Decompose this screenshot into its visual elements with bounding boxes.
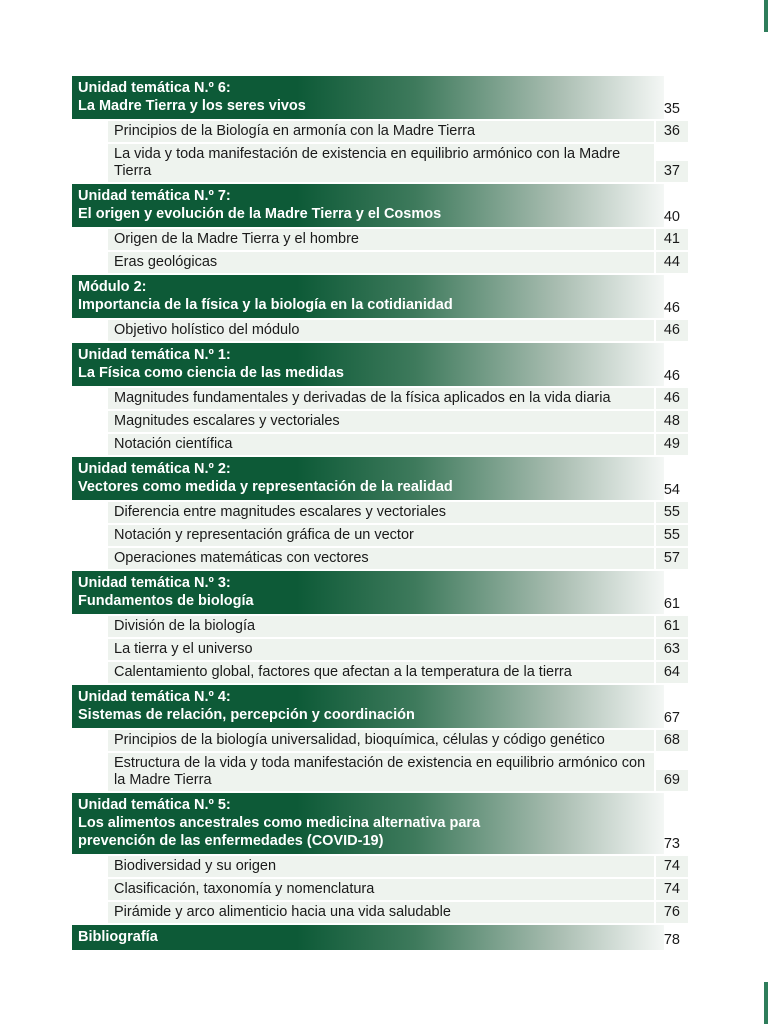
page-number: 37 — [656, 161, 688, 182]
section-title-band — [72, 76, 664, 119]
page-number: 46 — [663, 368, 680, 384]
page-number: 46 — [656, 320, 688, 341]
section-title-line: Importancia de la física y la biología en la cotidianidad — [78, 297, 453, 313]
page-number: 61 — [663, 596, 680, 612]
page-number: 36 — [656, 121, 688, 142]
toc-entry[interactable] — [72, 434, 688, 455]
section-title-line: Vectores como medida y representación de la realidad — [78, 479, 453, 495]
page-number: 74 — [656, 856, 688, 877]
section-title-band — [72, 793, 664, 854]
section-title-line: El origen y evolución de la Madre Tierra y el Cosmos — [78, 206, 442, 222]
toc-entry[interactable] — [72, 639, 688, 660]
toc-entry[interactable] — [72, 502, 688, 523]
section-title-line: prevención de las enfermedades (COVID-19) — [78, 833, 384, 849]
toc-entry[interactable] — [72, 616, 688, 637]
toc-entry[interactable] — [72, 662, 688, 683]
section-title-band — [72, 571, 664, 614]
page-number: 64 — [656, 662, 688, 683]
entry-title: Pirámide y arco alimenticio hacia una vida saludable — [108, 902, 654, 923]
edge-marker-bottom — [764, 982, 768, 1024]
toc-entry[interactable] — [72, 730, 688, 751]
page-number: 67 — [663, 710, 680, 726]
toc-entry[interactable] — [72, 121, 688, 142]
toc-entry[interactable] — [72, 856, 688, 877]
page-number: 46 — [663, 300, 680, 316]
page-number: 74 — [656, 879, 688, 900]
toc-entry[interactable] — [72, 411, 688, 432]
toc-entry[interactable] — [72, 252, 688, 273]
entry-title: Origen de la Madre Tierra y el hombre — [108, 229, 654, 250]
section-title-line: Unidad temática N.º 5: — [78, 797, 231, 813]
entry-title: Principios de la biología universalidad, bioquímica, células y código genético — [108, 730, 654, 751]
toc-entry[interactable] — [72, 902, 688, 923]
toc-entry[interactable] — [72, 320, 688, 341]
section-title-line: Sistemas de relación, percepción y coordinación — [78, 707, 415, 723]
entry-title: La tierra y el universo — [108, 639, 654, 660]
entry-title: Clasificación, taxonomía y nomenclatura — [108, 879, 654, 900]
page-number: 48 — [656, 411, 688, 432]
toc-section-heading[interactable] — [72, 685, 688, 728]
page-number: 76 — [656, 902, 688, 923]
toc-section-heading[interactable] — [72, 184, 688, 227]
toc-entry[interactable] — [72, 879, 688, 900]
page-number: 35 — [663, 101, 680, 117]
toc-section-heading[interactable] — [72, 457, 688, 500]
section-title-line: La Física como ciencia de las medidas — [78, 365, 344, 381]
section-title-line: La Madre Tierra y los seres vivos — [78, 98, 306, 114]
section-title-line: Unidad temática N.º 6: — [78, 80, 231, 96]
entry-title: Calentamiento global, factores que afectan a la temperatura de la tierra — [108, 662, 654, 683]
entry-title: Eras geológicas — [108, 252, 654, 273]
toc-section-heading[interactable] — [72, 925, 688, 950]
section-title-line: Unidad temática N.º 2: — [78, 461, 231, 477]
page-number: 55 — [656, 502, 688, 523]
section-title-line: Fundamentos de biología — [78, 593, 254, 609]
entry-title: La vida y toda manifestación de existencia en equilibrio armónico con la Madre Tierra — [108, 144, 654, 182]
entry-title: Magnitudes fundamentales y derivadas de la física aplicados en la vida diaria — [108, 388, 654, 409]
entry-title: Diferencia entre magnitudes escalares y vectoriales — [108, 502, 654, 523]
entry-title: Estructura de la vida y toda manifestación de existencia en equilibrio armónico con la Madre Tierra — [108, 753, 654, 791]
section-title-line: Módulo 2: — [78, 279, 147, 295]
page-number: 73 — [663, 836, 680, 852]
table-of-contents — [72, 76, 688, 950]
section-title-line: Unidad temática N.º 7: — [78, 188, 231, 204]
section-title-line: Los alimentos ancestrales como medicina alternativa para — [78, 815, 481, 831]
page-number: 63 — [656, 639, 688, 660]
toc-section-heading[interactable] — [72, 793, 688, 854]
entry-title: Notación científica — [108, 434, 654, 455]
page-number: 46 — [656, 388, 688, 409]
page-number: 68 — [656, 730, 688, 751]
toc-entry[interactable] — [72, 229, 688, 250]
section-title-line: Bibliografía — [78, 929, 158, 945]
edge-marker-top — [764, 0, 768, 32]
page-number: 49 — [656, 434, 688, 455]
page-number: 54 — [663, 482, 680, 498]
section-title-line: Unidad temática N.º 3: — [78, 575, 231, 591]
section-title-band — [72, 685, 664, 728]
toc-entry[interactable] — [72, 388, 688, 409]
toc-section-heading[interactable] — [72, 571, 688, 614]
section-title-band — [72, 925, 664, 950]
entry-title: Notación y representación gráfica de un vector — [108, 525, 654, 546]
section-title-band — [72, 184, 664, 227]
section-title-line: Unidad temática N.º 4: — [78, 689, 231, 705]
page-number: 41 — [656, 229, 688, 250]
toc-entry[interactable] — [72, 548, 688, 569]
entry-title: Objetivo holístico del módulo — [108, 320, 654, 341]
page-number: 44 — [656, 252, 688, 273]
toc-section-heading[interactable] — [72, 275, 688, 318]
toc-section-heading[interactable] — [72, 76, 688, 119]
page-number: 61 — [656, 616, 688, 637]
page-number: 40 — [663, 209, 680, 225]
toc-entry[interactable] — [72, 525, 688, 546]
entry-title: Magnitudes escalares y vectoriales — [108, 411, 654, 432]
entry-title: Operaciones matemáticas con vectores — [108, 548, 654, 569]
page-number: 55 — [656, 525, 688, 546]
page-number: 57 — [656, 548, 688, 569]
entry-title: Biodiversidad y su origen — [108, 856, 654, 877]
section-title-band — [72, 275, 664, 318]
page-number: 69 — [656, 770, 688, 791]
toc-entry[interactable] — [72, 753, 688, 791]
page-number: 78 — [663, 932, 680, 948]
toc-section-heading[interactable] — [72, 343, 688, 386]
entry-title: Principios de la Biología en armonía con la Madre Tierra — [108, 121, 654, 142]
section-title-line: Unidad temática N.º 1: — [78, 347, 231, 363]
entry-title: División de la biología — [108, 616, 654, 637]
toc-entry[interactable] — [72, 144, 688, 182]
section-title-band — [72, 343, 664, 386]
section-title-band — [72, 457, 664, 500]
